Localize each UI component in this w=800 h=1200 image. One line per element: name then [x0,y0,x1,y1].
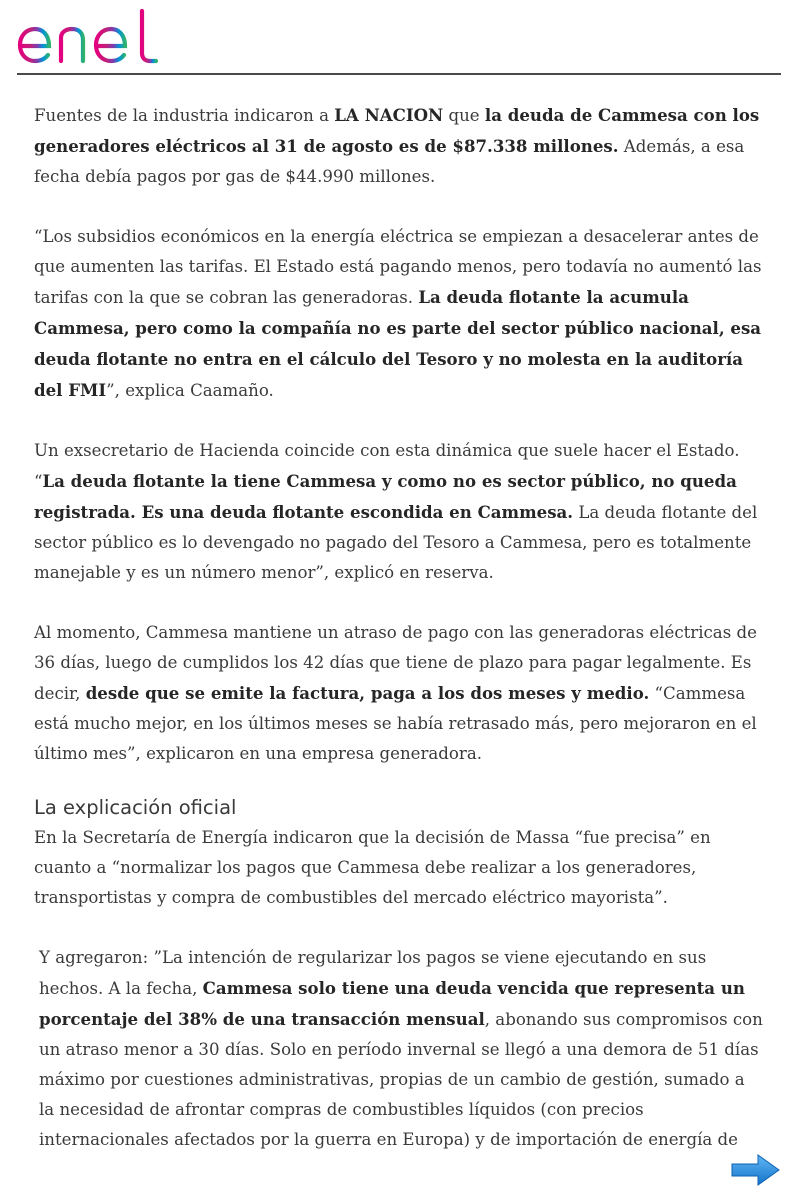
section-heading: La explicación oficial [34,796,237,819]
article-body [34,100,764,1155]
enel-logo-icon [16,8,172,66]
paragraph-5: En la Secretaría de Energía indicaron que la decisión de Massa “fue precisa” en cuanto a “normalizar los pagos que Cammesa debe realizar a los generadores, transportistas y compra de combustibles del mercado eléctrico mayorista”. [34,828,711,907]
paragraph-3: Un exsecretario de Hacienda coincide con esta dinámica que suele hacer el Estado. “La deuda flotante la tiene Cammesa y como no es sector público, no queda registrada. Es una deuda flotante escondida en Cammesa. La deuda flotante del sector público es lo devengado no pagado del Tesoro a Cammesa, pero es totalmente manejable y es un número menor”, explicó en reserva. [34,441,758,582]
paragraph-2: “Los subsidios económicos en la energía eléctrica se empiezan a desacelerar antes de que aumenten las tarifas. El Estado está pagando menos, pero todavía no aumentó las tarifas con la que se cobran las generadoras. La deuda flotante la acumula Cammesa, pero como la compañía no es parte del sector público nacional, esa deuda flotante no entra en el cálculo del Tesoro y no molesta en la auditoría del FMI”, explica Caamaño. [34,227,762,400]
paragraph-1: Fuentes de la industria indicaron a LA NACION que la deuda de Cammesa con los generadores eléctricos al 31 de agosto es de $87.338 millones. Además, a esa fecha debía pagos por gas de $44.990 millones. [34,105,760,186]
arrow-right-icon [730,1152,782,1188]
enel-logo[interactable] [16,8,172,70]
paragraph-4: Al momento, Cammesa mantiene un atraso de pago con las generadoras eléctricas de 36 días, luego de cumplidos los 42 días que tiene de plazo para pagar legalmente. Es decir, desde que se emite la factura, paga a los dos meses y medio. “Cammesa está mucho mejor, en los últimos meses se había retrasado más, pero mejoraron en el último mes”, explicaron en una empresa generadora. [34,623,757,763]
header-divider [17,73,781,75]
page-header [0,0,800,76]
next-page-button[interactable] [730,1152,782,1188]
paragraph-6: Y agregaron: ”La intención de regularizar los pagos se viene ejecutando en sus hechos. A la fecha, Cammesa solo tiene una deuda vencida que representa un porcentaje del 38% de una transacción mensual, abonando sus compromisos con un atraso menor a 30 días. Solo en período invernal se llegó a una demora de 51 días máximo por cuestiones administrativas, propias de un cambio de gestión, sumado a la necesidad de afrontar compras de combustibles líquidos (con precios internacionales afectados por la guerra en Europa) y de importación de energía de [39,948,763,1149]
